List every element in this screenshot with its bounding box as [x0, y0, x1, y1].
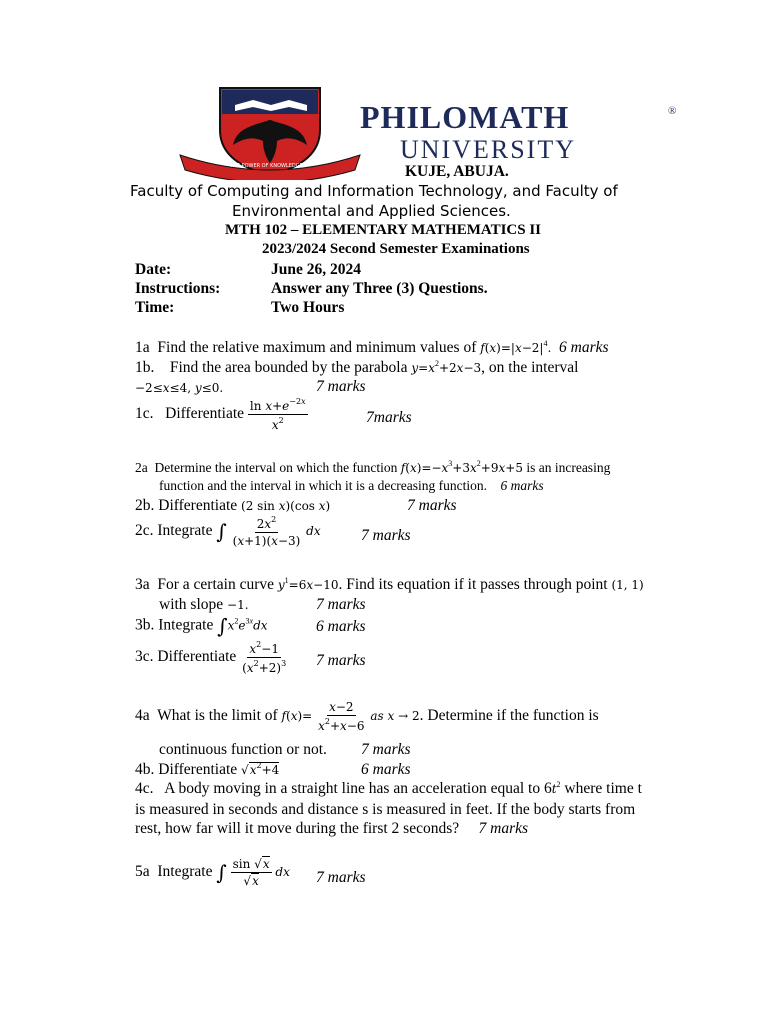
marks-1c: 7marks — [366, 409, 412, 426]
marks-5a: 7 marks — [316, 869, 366, 886]
question-2c: 2c. Integrate ∫ $\frac{2x^2}{(x+1)(x-3)}$ dx — [135, 515, 321, 548]
question-1b-interval: −2≤x≤4, y≤0. — [135, 381, 224, 395]
question-4c-line2: is measured in seconds and distance s is measured in feet. If the body starts from — [135, 801, 636, 818]
marks-3c: 7 marks — [316, 652, 366, 669]
question-2a-line2: function and the interval in which it is a decreasing function. 6 marks — [159, 478, 544, 493]
instructions-value: Answer any Three (3) Questions. — [271, 280, 488, 297]
question-4a-line2: continuous function or not. — [159, 741, 327, 758]
marks-1a: 6 marks — [559, 339, 609, 356]
marks-4c: 7 marks — [478, 820, 529, 837]
instructions-label: Instructions: — [135, 280, 221, 297]
logo-ribbon-text: THE POWER OF KNOWLEDGE — [230, 163, 303, 169]
question-3a-line2: with slope −1. — [159, 596, 249, 613]
question-1b: 1b. Find the area bounded by the parabola $y=x^2+2x-3$, on the interval — [135, 359, 579, 376]
question-1c: 1c. Differentiate $\frac{\ln x+e^{-2x}}{x^2}$ — [135, 397, 306, 432]
marks-1b: 7 marks — [316, 378, 366, 395]
question-1a: 1a Find the relative maximum and minimum values of $f(x)=|x-2|^4$. 6 marks — [135, 339, 609, 356]
marks-4a: 7 marks — [361, 741, 411, 758]
question-4b: 4b. Differentiate $√x^2+4$ — [135, 761, 280, 778]
question-4c-line3: rest, how far will it move during the first 2 seconds? 7 marks — [135, 820, 529, 837]
question-5a: 5a Integrate ∫ $\frac{\sin √x}{√x}$ dx — [135, 857, 290, 888]
question-4a: 4a What is the limit of f(x)= $\frac{x-2}{x^2+x-6}$ as x → 2. Determine if the function is — [135, 700, 599, 733]
question-2a: 2a Determine the interval on which the function $f(x)=-x^3+3x^2+9x+5$ is an increasing — [135, 459, 611, 475]
marks-2b: 7 marks — [407, 497, 457, 514]
logo-name-line2: UNIVERSITY — [400, 135, 576, 164]
marks-4b: 6 marks — [361, 761, 411, 778]
marks-2c: 7 marks — [361, 527, 411, 544]
marks-3b: 6 marks — [316, 618, 366, 635]
session-title: 2023/2024 Second Semester Examinations — [262, 241, 530, 257]
faculty-line1: Faculty of Computing and Information Technology, and Faculty of — [130, 182, 618, 200]
question-3c: 3c. Differentiate $\frac{x^2-1}{(x^2+2)^3}$ — [135, 640, 287, 675]
faculty-line2: Environmental and Applied Sciences. — [232, 202, 511, 220]
logo-registered-mark: ® — [668, 105, 677, 117]
time-value: Two Hours — [271, 299, 345, 316]
question-3a: 3a For a certain curve $y^1=6x-10$. Find its equation if it passes through point (1, 1) — [135, 576, 644, 593]
marks-3a: 7 marks — [316, 596, 366, 613]
question-3b: 3b. Integrate $\int x^2e^{3x}dx$ — [135, 614, 268, 638]
marks-2a: 6 marks — [500, 478, 544, 493]
question-4c: 4c. A body moving in a straight line has an acceleration equal to $6t^2$ where time t — [135, 780, 642, 797]
date-value: June 26, 2024 — [271, 261, 361, 278]
course-title: MTH 102 – ELEMENTARY MATHEMATICS II — [225, 222, 542, 238]
time-label: Time: — [135, 299, 175, 316]
date-label: Date: — [135, 261, 172, 278]
logo-name-line1: PHILOMATH — [360, 99, 570, 135]
question-2b: 2b. Differentiate (2 sin x)(cos x) — [135, 497, 331, 514]
location: KUJE, ABUJA. — [405, 163, 509, 180]
